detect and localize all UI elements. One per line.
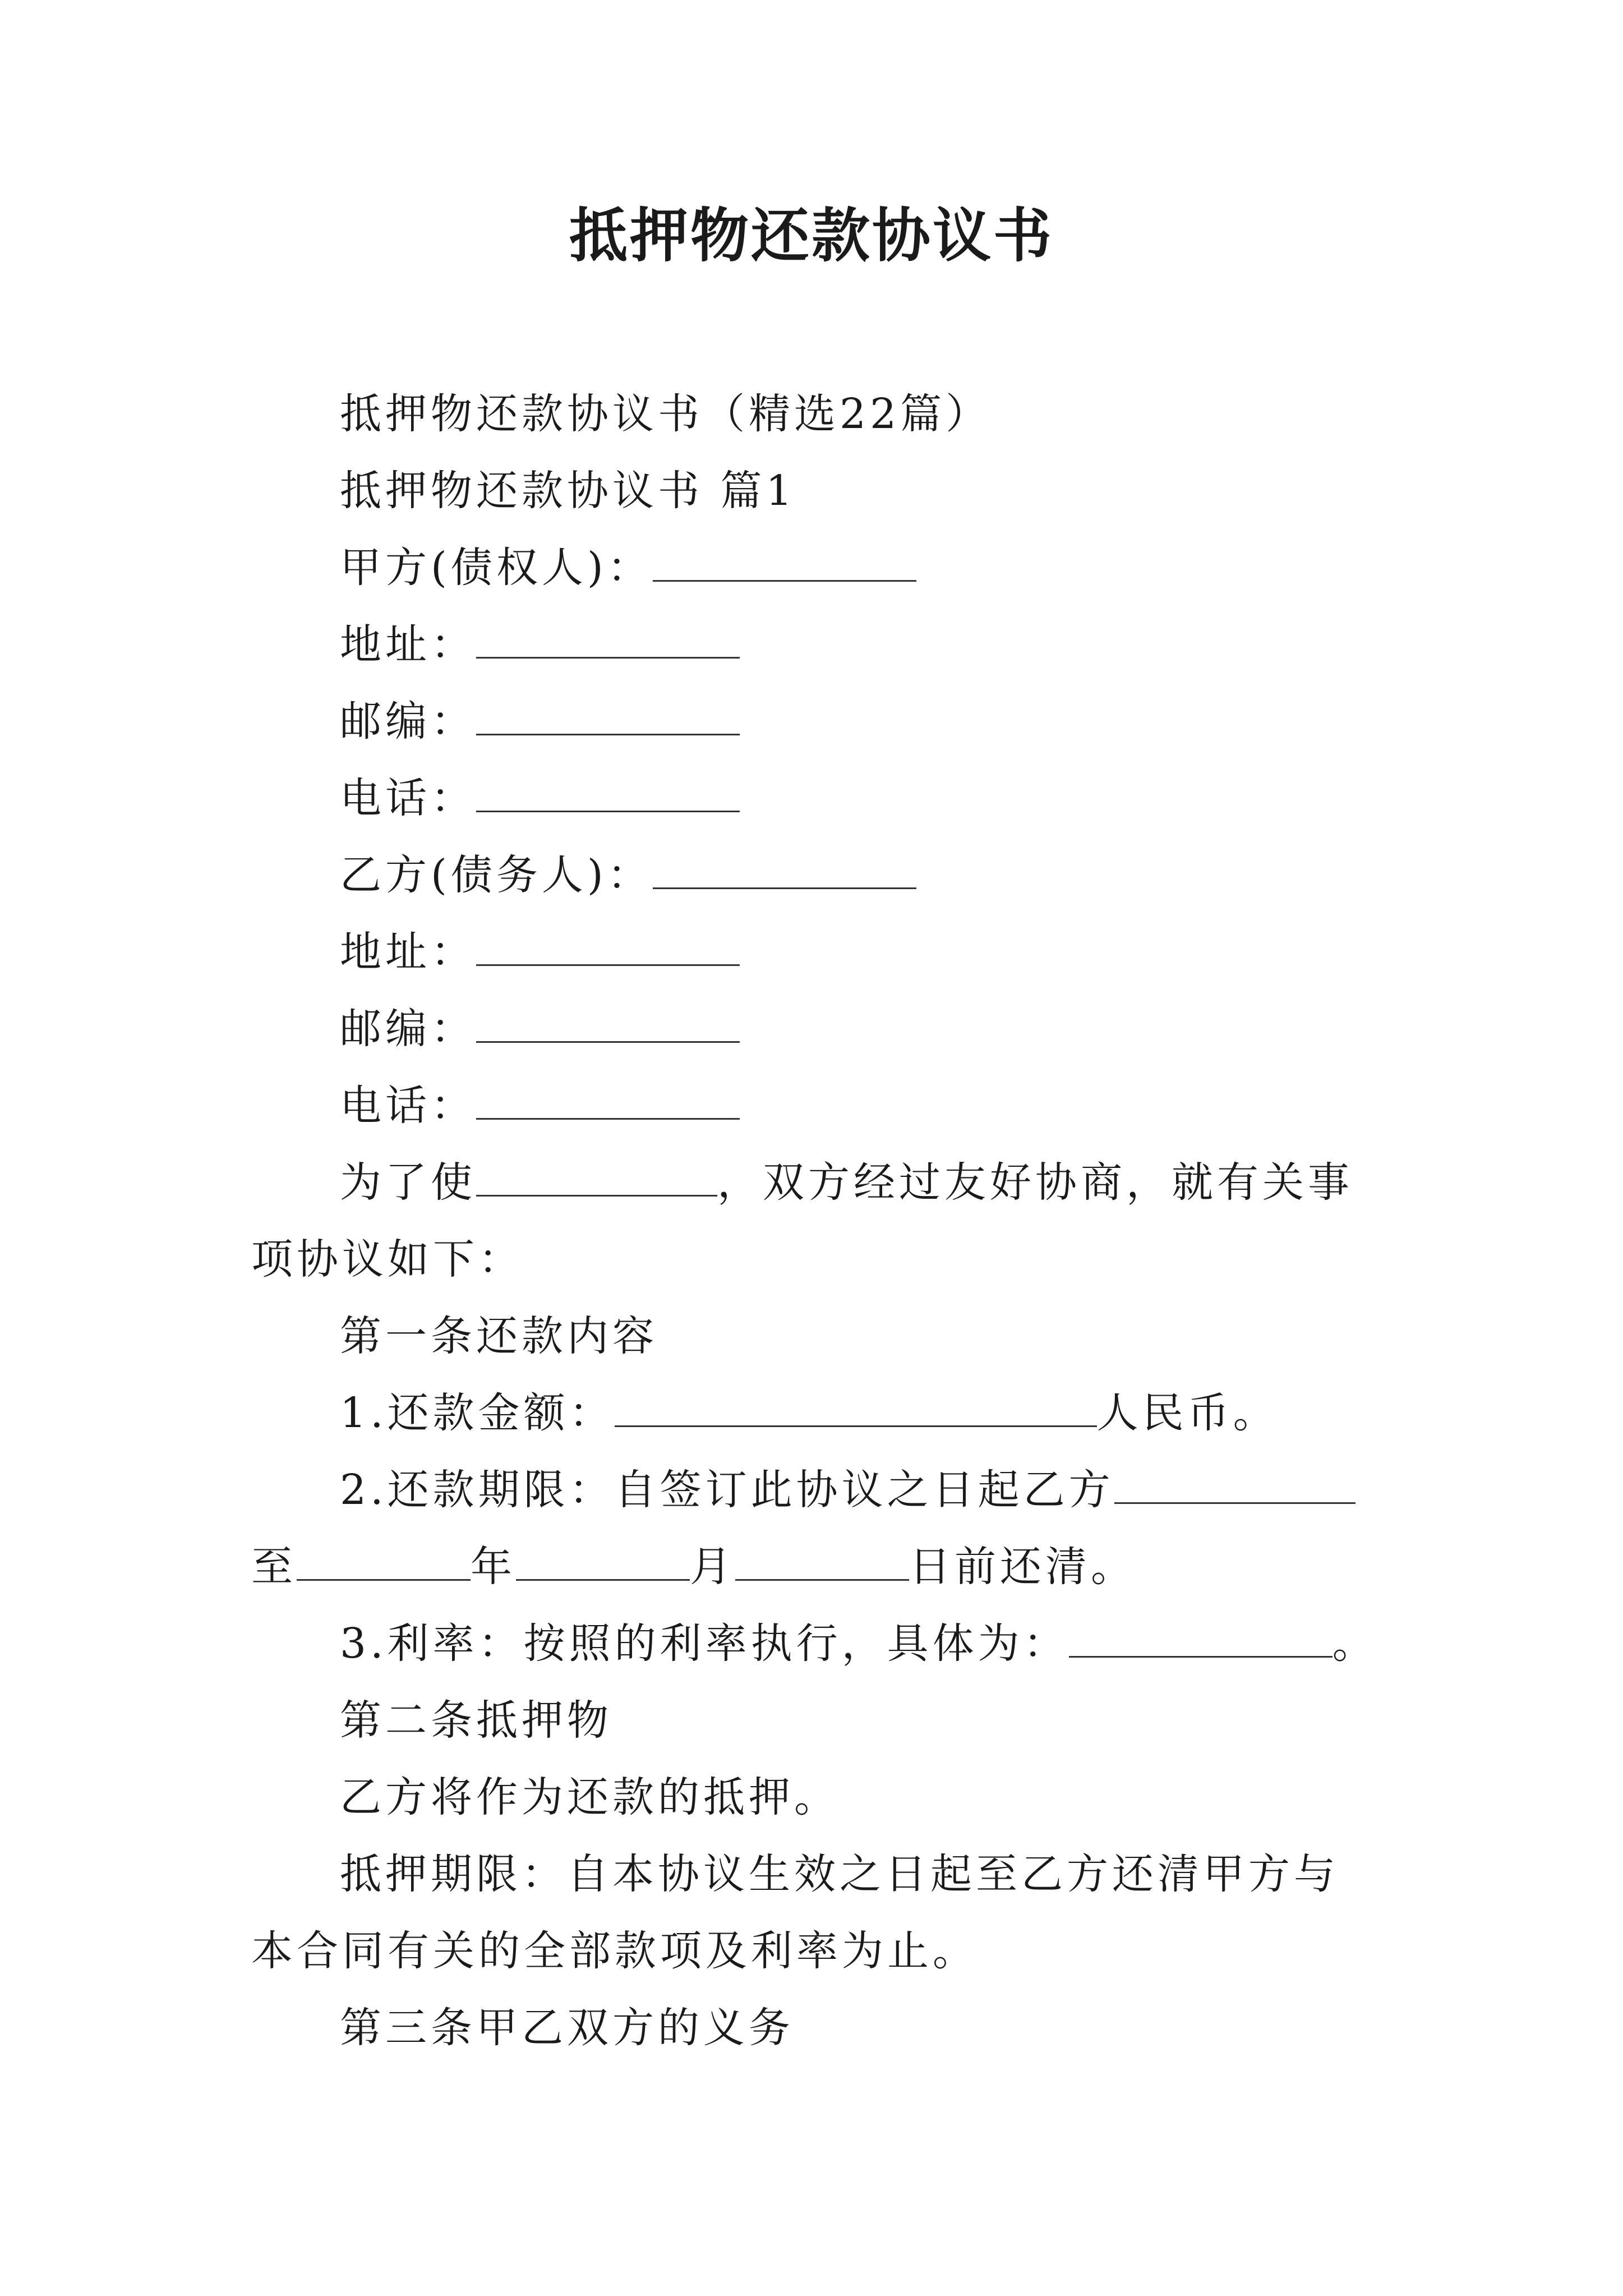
term-blank xyxy=(1114,1463,1355,1504)
party-a-phone-line xyxy=(251,760,1378,837)
party-a-label: 甲方(债权人)： xyxy=(340,544,653,592)
party-a-zip-blank xyxy=(476,694,740,735)
article2-collateral: 乙方将作为还款的抵押。 xyxy=(340,1773,840,1821)
document-title: 抵押物还款协议书 xyxy=(569,201,1054,270)
term-to: 至 xyxy=(251,1543,297,1591)
amount-suffix: 人民币。 xyxy=(1096,1389,1279,1437)
chapter-heading: 抵押物还款协议书 篇1 xyxy=(340,467,796,515)
intro-paragraph xyxy=(251,1144,1378,1298)
rate-blank xyxy=(1069,1617,1332,1658)
intro-prefix: 为了使 xyxy=(340,1158,476,1207)
article1-rate xyxy=(251,1605,1378,1682)
day-blank xyxy=(735,1540,909,1581)
rate-prefix: 3.利率：按照的利率执行，具体为： xyxy=(340,1619,1069,1668)
term-prefix: 2.还款期限：自签订此协议之日起乙方 xyxy=(340,1466,1114,1514)
article1-heading: 第一条还款内容 xyxy=(340,1312,658,1360)
party-b-address-label: 地址： xyxy=(340,928,476,976)
rate-suffix: 。 xyxy=(1332,1619,1378,1668)
party-b-label: 乙方(债务人)： xyxy=(340,851,653,899)
amount-prefix: 1.还款金额： xyxy=(340,1389,615,1437)
party-a-address-blank xyxy=(476,618,740,659)
term-month: 月 xyxy=(690,1543,735,1591)
party-a-blank xyxy=(653,541,916,582)
article2-period: 抵押期限：自本协议生效之日起至乙方还清甲方与本合同有关的全部款项及利率为止。 xyxy=(251,1850,1339,1975)
article2-heading: 第二条抵押物 xyxy=(340,1696,612,1745)
party-a-address-label: 地址： xyxy=(340,620,476,669)
party-a-address-line xyxy=(251,606,1378,683)
party-b-phone-blank xyxy=(476,1079,740,1120)
intro-suffix: ，双方经过友好协商，就有关事项协议如下： xyxy=(251,1158,1353,1283)
party-b-zip-blank xyxy=(476,1002,740,1043)
party-b-line xyxy=(251,837,1378,914)
party-a-zip-label: 邮编： xyxy=(340,697,476,746)
party-b-address-blank xyxy=(476,925,740,966)
article3-heading: 第三条甲乙双方的义务 xyxy=(340,2004,794,2052)
month-blank xyxy=(516,1540,690,1581)
party-a-phone-label: 电话： xyxy=(340,774,476,822)
subtitle: 抵押物还款协议书（精选22篇） xyxy=(340,390,992,438)
article1-amount xyxy=(251,1375,1378,1452)
article1-term xyxy=(251,1452,1378,1605)
party-b-zip-line xyxy=(251,991,1378,1068)
party-b-phone-label: 电话： xyxy=(340,1082,476,1130)
year-blank xyxy=(297,1540,471,1581)
amount-blank xyxy=(615,1386,1097,1427)
party-b-zip-label: 邮编： xyxy=(340,1005,476,1053)
term-year: 年 xyxy=(471,1543,516,1591)
document-body xyxy=(251,376,1378,2067)
intro-blank xyxy=(476,1156,717,1197)
party-b-phone-line xyxy=(251,1068,1378,1144)
party-a-zip-line xyxy=(251,683,1378,760)
party-b-address-line xyxy=(251,914,1378,991)
term-suffix: 日前还清。 xyxy=(909,1543,1136,1591)
party-b-blank xyxy=(653,848,916,889)
party-a-phone-blank xyxy=(476,771,740,812)
party-a-line xyxy=(251,530,1378,606)
